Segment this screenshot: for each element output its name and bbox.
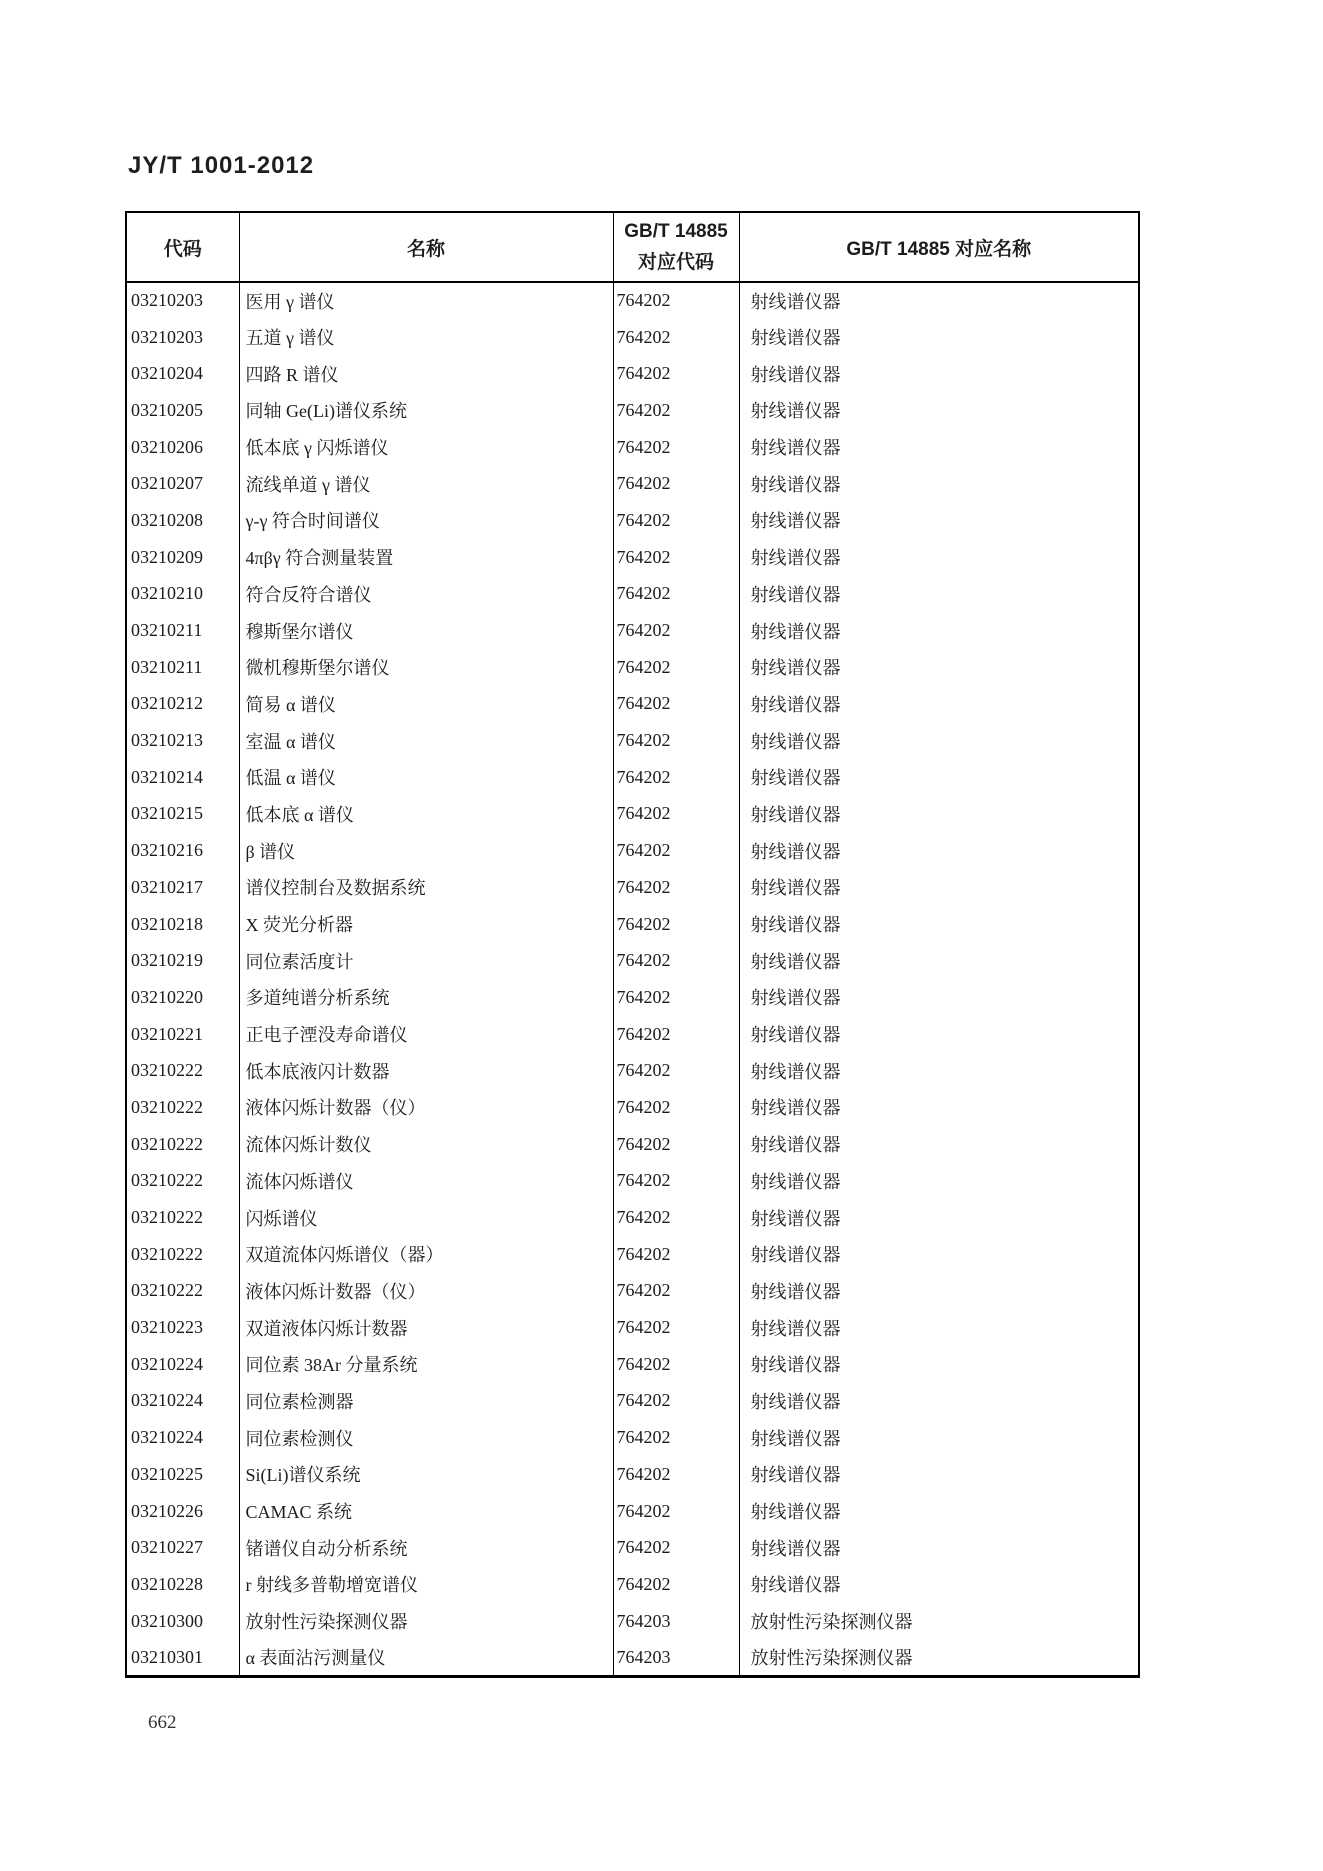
cell-gb-name: 射线谱仪器 (739, 1163, 1139, 1200)
table-row (126, 355, 1139, 392)
table-row (126, 392, 1139, 429)
cell-name: γ-γ 符合时间谱仪 (239, 502, 613, 539)
cell-name: 低本底 α 谱仪 (239, 796, 613, 833)
header-gb-code-line2: 对应代码 (637, 252, 714, 273)
cell-gb-name: 射线谱仪器 (739, 1309, 1139, 1346)
table-body (126, 282, 1139, 1676)
cell-gb-code: 764202 (613, 1052, 739, 1089)
table-row (126, 1163, 1139, 1200)
cell-gb-name: 射线谱仪器 (739, 722, 1139, 759)
cell-code: 03210222 (126, 1199, 239, 1236)
cell-gb-name: 射线谱仪器 (739, 576, 1139, 613)
cell-name: 流线单道 γ 谱仪 (239, 465, 613, 502)
cell-code: 03210213 (126, 722, 239, 759)
cell-gb-code: 764202 (613, 942, 739, 979)
doc-number: JY/T 1001-2012 (128, 152, 315, 179)
header-gb-name: GB/T 14885 对应名称 (739, 212, 1139, 282)
cell-name: α 表面沾污测量仪 (239, 1639, 613, 1676)
cell-gb-name: 射线谱仪器 (739, 1126, 1139, 1163)
cell-name: 流体闪烁谱仪 (239, 1163, 613, 1200)
cell-code: 03210222 (126, 1052, 239, 1089)
cell-gb-code: 764202 (613, 979, 739, 1016)
cell-name: 低本底液闪计数器 (239, 1052, 613, 1089)
cell-code: 03210224 (126, 1346, 239, 1383)
cell-name: CAMAC 系统 (239, 1493, 613, 1530)
cell-gb-name: 射线谱仪器 (739, 1273, 1139, 1310)
cell-gb-name: 放射性污染探测仪器 (739, 1639, 1139, 1676)
cell-gb-code: 764202 (613, 1163, 739, 1200)
cell-code: 03210204 (126, 355, 239, 392)
cell-gb-code: 764202 (613, 1236, 739, 1273)
table-row (126, 1456, 1139, 1493)
cell-name: 同位素 38Ar 分量系统 (239, 1346, 613, 1383)
table-row (126, 1309, 1139, 1346)
cell-code: 03210212 (126, 686, 239, 723)
cell-code: 03210225 (126, 1456, 239, 1493)
table-row (126, 429, 1139, 466)
cell-gb-code: 764202 (613, 392, 739, 429)
cell-code: 03210214 (126, 759, 239, 796)
cell-code: 03210207 (126, 465, 239, 502)
table-row (126, 1089, 1139, 1126)
table-row (126, 796, 1139, 833)
cell-code: 03210300 (126, 1603, 239, 1640)
code-table (125, 211, 1140, 1678)
cell-code: 03210209 (126, 539, 239, 576)
cell-name: 穆斯堡尔谱仪 (239, 612, 613, 649)
table-row (126, 1566, 1139, 1603)
cell-name: 同位素活度计 (239, 942, 613, 979)
cell-gb-code: 764202 (613, 1346, 739, 1383)
cell-code: 03210220 (126, 979, 239, 1016)
cell-gb-name: 射线谱仪器 (739, 942, 1139, 979)
cell-gb-name: 射线谱仪器 (739, 906, 1139, 943)
cell-code: 03210218 (126, 906, 239, 943)
cell-code: 03210222 (126, 1089, 239, 1126)
cell-gb-code: 764202 (613, 906, 739, 943)
cell-name: 闪烁谱仪 (239, 1199, 613, 1236)
cell-name: 简易 α 谱仪 (239, 686, 613, 723)
table-row (126, 1126, 1139, 1163)
cell-name: 微机穆斯堡尔谱仪 (239, 649, 613, 686)
cell-gb-name: 射线谱仪器 (739, 502, 1139, 539)
cell-gb-name: 射线谱仪器 (739, 979, 1139, 1016)
cell-gb-code: 764202 (613, 355, 739, 392)
cell-name: 谱仪控制台及数据系统 (239, 869, 613, 906)
table-row (126, 686, 1139, 723)
table-row (126, 1273, 1139, 1310)
table-row (126, 869, 1139, 906)
cell-code: 03210222 (126, 1163, 239, 1200)
cell-gb-code: 764202 (613, 319, 739, 356)
cell-name: 低温 α 谱仪 (239, 759, 613, 796)
cell-gb-code: 764202 (613, 1419, 739, 1456)
cell-code: 03210211 (126, 649, 239, 686)
cell-gb-code: 764202 (613, 796, 739, 833)
cell-name: 流体闪烁计数仪 (239, 1126, 613, 1163)
cell-gb-name: 射线谱仪器 (739, 1566, 1139, 1603)
cell-name: 正电子湮没寿命谱仪 (239, 1016, 613, 1053)
cell-code: 03210224 (126, 1419, 239, 1456)
cell-gb-name: 射线谱仪器 (739, 429, 1139, 466)
cell-gb-code: 764202 (613, 1456, 739, 1493)
cell-gb-code: 764202 (613, 1493, 739, 1530)
cell-name: 4πβγ 符合测量装置 (239, 539, 613, 576)
cell-gb-code: 764202 (613, 1309, 739, 1346)
cell-gb-name: 射线谱仪器 (739, 1456, 1139, 1493)
cell-gb-name: 射线谱仪器 (739, 465, 1139, 502)
cell-gb-name: 射线谱仪器 (739, 1346, 1139, 1383)
cell-name: β 谱仪 (239, 832, 613, 869)
cell-gb-name: 射线谱仪器 (739, 1419, 1139, 1456)
table-row (126, 282, 1139, 319)
page-number: 662 (148, 1712, 177, 1733)
table-row (126, 576, 1139, 613)
cell-name: 低本底 γ 闪烁谱仪 (239, 429, 613, 466)
cell-gb-code: 764202 (613, 576, 739, 613)
cell-gb-name: 射线谱仪器 (739, 1016, 1139, 1053)
cell-gb-name: 射线谱仪器 (739, 1199, 1139, 1236)
table-row (126, 722, 1139, 759)
table-row (126, 1419, 1139, 1456)
cell-code: 03210217 (126, 869, 239, 906)
table-row (126, 759, 1139, 796)
cell-gb-name: 射线谱仪器 (739, 1089, 1139, 1126)
cell-gb-code: 764202 (613, 502, 739, 539)
cell-name: 同位素检测器 (239, 1383, 613, 1420)
cell-name: 符合反符合谱仪 (239, 576, 613, 613)
cell-name: 室温 α 谱仪 (239, 722, 613, 759)
cell-code: 03210222 (126, 1126, 239, 1163)
cell-name: X 荧光分析器 (239, 906, 613, 943)
cell-code: 03210208 (126, 502, 239, 539)
cell-gb-name: 射线谱仪器 (739, 1493, 1139, 1530)
cell-name: Si(Li)谱仪系统 (239, 1456, 613, 1493)
cell-code: 03210216 (126, 832, 239, 869)
header-name: 名称 (239, 212, 613, 282)
cell-gb-code: 764202 (613, 612, 739, 649)
cell-gb-name: 射线谱仪器 (739, 686, 1139, 723)
cell-gb-code: 764202 (613, 832, 739, 869)
cell-gb-code: 764202 (613, 1126, 739, 1163)
cell-gb-code: 764203 (613, 1603, 739, 1640)
cell-gb-code: 764202 (613, 722, 739, 759)
cell-code: 03210227 (126, 1529, 239, 1566)
cell-gb-name: 射线谱仪器 (739, 392, 1139, 429)
cell-code: 03210211 (126, 612, 239, 649)
cell-name: 双道液体闪烁计数器 (239, 1309, 613, 1346)
cell-code: 03210223 (126, 1309, 239, 1346)
table-row (126, 1052, 1139, 1089)
cell-gb-code: 764202 (613, 759, 739, 796)
cell-name: 四路 R 谱仪 (239, 355, 613, 392)
table-row (126, 1603, 1139, 1640)
table-row (126, 1236, 1139, 1273)
cell-gb-code: 764202 (613, 686, 739, 723)
table-row (126, 649, 1139, 686)
table-row (126, 1346, 1139, 1383)
cell-gb-name: 射线谱仪器 (739, 612, 1139, 649)
cell-gb-code: 764202 (613, 1383, 739, 1420)
cell-gb-name: 射线谱仪器 (739, 1529, 1139, 1566)
cell-name: 同位素检测仪 (239, 1419, 613, 1456)
cell-gb-name: 射线谱仪器 (739, 869, 1139, 906)
table-row (126, 539, 1139, 576)
cell-gb-code: 764202 (613, 1273, 739, 1310)
cell-code: 03210215 (126, 796, 239, 833)
cell-gb-name: 射线谱仪器 (739, 319, 1139, 356)
table-row (126, 319, 1139, 356)
cell-name: 双道流体闪烁谱仪（器） (239, 1236, 613, 1273)
cell-code: 03210224 (126, 1383, 239, 1420)
table-row (126, 942, 1139, 979)
cell-gb-name: 放射性污染探测仪器 (739, 1603, 1139, 1640)
table-row (126, 502, 1139, 539)
cell-code: 03210222 (126, 1273, 239, 1310)
cell-code: 03210205 (126, 392, 239, 429)
cell-name: r 射线多普勒增宽谱仪 (239, 1566, 613, 1603)
cell-gb-name: 射线谱仪器 (739, 282, 1139, 319)
table-row (126, 465, 1139, 502)
cell-gb-code: 764202 (613, 1529, 739, 1566)
cell-gb-name: 射线谱仪器 (739, 649, 1139, 686)
table-row (126, 979, 1139, 1016)
cell-name: 锗谱仪自动分析系统 (239, 1529, 613, 1566)
header-code: 代码 (126, 212, 239, 282)
cell-gb-name: 射线谱仪器 (739, 539, 1139, 576)
cell-name: 医用 γ 谱仪 (239, 282, 613, 319)
cell-name: 液体闪烁计数器（仪） (239, 1273, 613, 1310)
cell-gb-code: 764202 (613, 1566, 739, 1603)
table-row (126, 1493, 1139, 1530)
cell-gb-code: 764202 (613, 465, 739, 502)
cell-gb-name: 射线谱仪器 (739, 1236, 1139, 1273)
cell-gb-name: 射线谱仪器 (739, 759, 1139, 796)
cell-code: 03210203 (126, 282, 239, 319)
cell-name: 放射性污染探测仪器 (239, 1603, 613, 1640)
cell-gb-code: 764202 (613, 869, 739, 906)
cell-gb-name: 射线谱仪器 (739, 796, 1139, 833)
header-row (126, 212, 1139, 282)
cell-name: 同轴 Ge(Li)谱仪系统 (239, 392, 613, 429)
cell-gb-code: 764202 (613, 1199, 739, 1236)
cell-name: 液体闪烁计数器（仪） (239, 1089, 613, 1126)
cell-name: 多道纯谱分析系统 (239, 979, 613, 1016)
cell-code: 03210301 (126, 1639, 239, 1676)
table-row (126, 1639, 1139, 1676)
table-row (126, 1016, 1139, 1053)
header-gb-code-line1: GB/T 14885 (624, 221, 728, 242)
cell-gb-code: 764202 (613, 539, 739, 576)
cell-code: 03210203 (126, 319, 239, 356)
cell-code: 03210228 (126, 1566, 239, 1603)
cell-gb-code: 764202 (613, 429, 739, 466)
cell-gb-name: 射线谱仪器 (739, 832, 1139, 869)
cell-gb-code: 764203 (613, 1639, 739, 1676)
table-header (126, 212, 1139, 282)
cell-gb-name: 射线谱仪器 (739, 1383, 1139, 1420)
cell-gb-name: 射线谱仪器 (739, 1052, 1139, 1089)
table-row (126, 1529, 1139, 1566)
cell-code: 03210226 (126, 1493, 239, 1530)
table-row (126, 832, 1139, 869)
cell-name: 五道 γ 谱仪 (239, 319, 613, 356)
cell-gb-code: 764202 (613, 649, 739, 686)
table-row (126, 1383, 1139, 1420)
cell-gb-code: 764202 (613, 1016, 739, 1053)
cell-code: 03210222 (126, 1236, 239, 1273)
cell-gb-code: 764202 (613, 282, 739, 319)
header-gb-code (613, 212, 739, 282)
table-row (126, 612, 1139, 649)
cell-code: 03210210 (126, 576, 239, 613)
cell-code: 03210221 (126, 1016, 239, 1053)
table-row (126, 1199, 1139, 1236)
cell-gb-code: 764202 (613, 1089, 739, 1126)
cell-code: 03210219 (126, 942, 239, 979)
cell-code: 03210206 (126, 429, 239, 466)
cell-gb-name: 射线谱仪器 (739, 355, 1139, 392)
table-row (126, 906, 1139, 943)
